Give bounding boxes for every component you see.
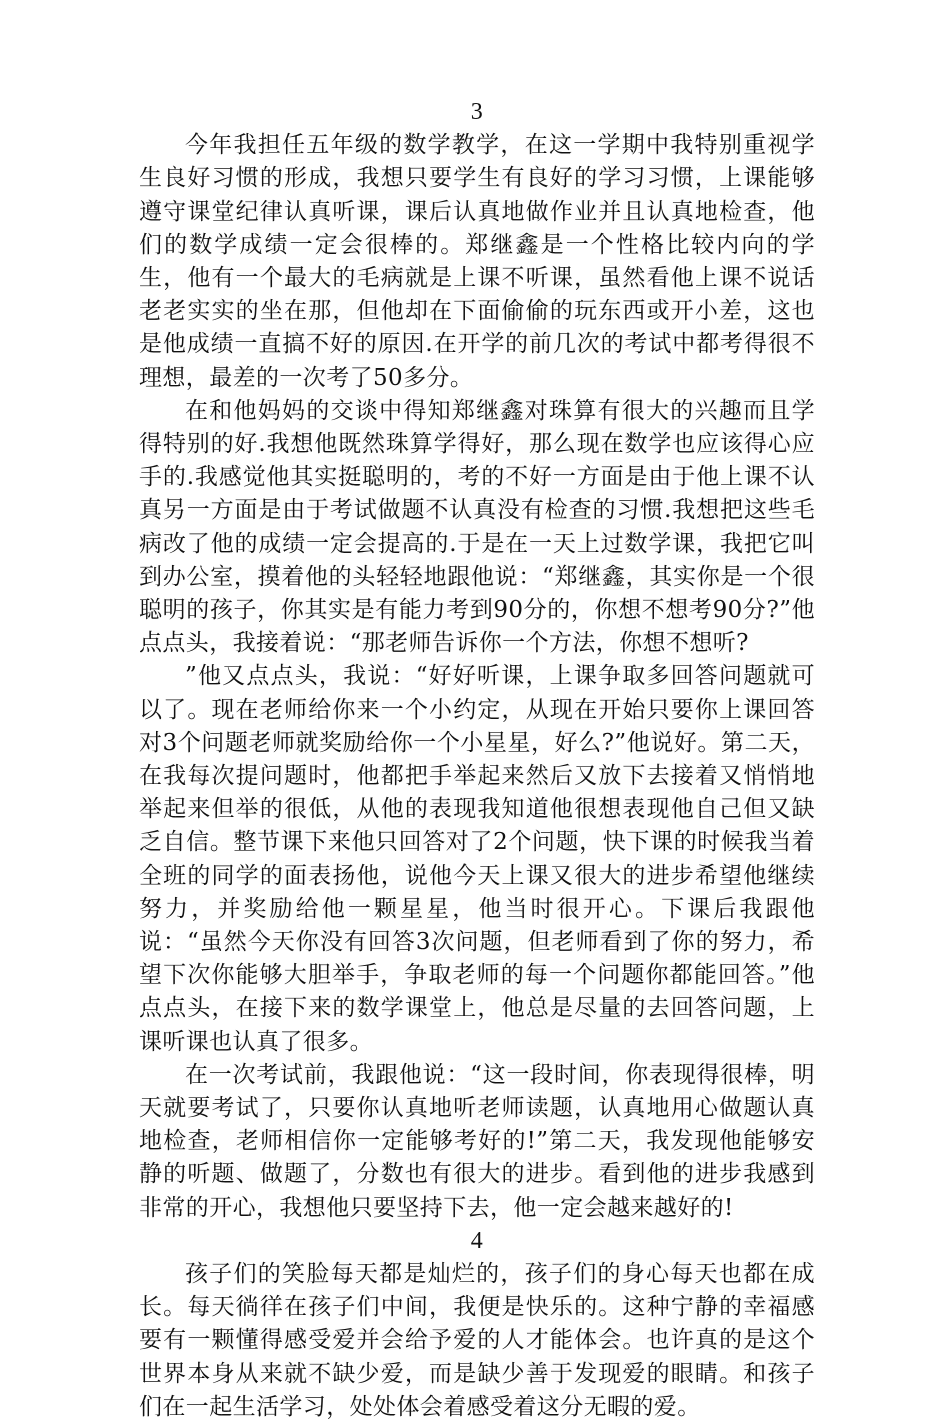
paragraph: 今年我担任五年级的数学教学，在这一学期中我特别重视学生良好习惯的形成，我想只要学生有良好的学习习惯，上课能够遵守课堂纪律认真听课，课后认真地做作业并且认真地检查，他们的数学成绩一定会很棒的。郑继鑫是一个性格比较内向的学生，他有一个最大的毛病就是上课不听课，虽然看他上课不说话老老实实的坐在那，但他却在下面偷偷的玩东西或开小差，这也是他成绩一直搞不好的原因.在开学的前几次的考试中都考得很不理想，最差的一次考了50多分。 [139, 132, 815, 391]
paragraph: 在和他妈妈的交谈中得知郑继鑫对珠算有很大的兴趣而且学得特别的好.我想他既然珠算学得好，那么现在数学也应该得心应手的.我感觉他其实挺聪明的，考的不好一方面是由于他上课不认真另一方面是由于考试做题不认真没有检查的习惯.我想把这些毛病改了他的成绩一定会提高的.于是在一天上过数学课，我把它叫到办公室，摸着他的头轻轻地跟他说：“郑继鑫，其实你是一个很聪明的孩子，你其实是有能力考到90分的，你想不想考90分?”他点点头，我接着说：“那老师告诉你一个方法，你想不想听? [139, 397, 815, 657]
section-number: 4 [470, 1227, 484, 1254]
paragraph: ”他又点点头，我说：“好好听课，上课争取多回答问题就可以了。现在老师给你来一个小约定，从现在开始只要你上课回答对3个问题老师就奖励给你一个小星星，好么?”他说好。第二天，在我每次提问题时，他都把手举起来然后又放下去接着又悄悄地举起来但举的很低，从他的表现我知道他很想表现他自己但又缺乏自信。整节课下来他只回答对了2个问题，快下课的时候我当着全班的同学的面表扬他，说他今天上课又很大的进步希望他继续努力，并奖励给他一颗星星，他当时很开心。下课后我跟他说：“虽然今天你没有回答3次问题，但老师看到了你的努力，希望下次你能够大胆举手，争取老师的每一个问题你都能回答。”他点点头，在接下来的数学课堂上，他总是尽量的去回答问题，上课听课也认真了很多。 [139, 663, 815, 1055]
paragraph: 孩子们的笑脸每天都是灿烂的，孩子们的身心每天也都在成长。每天徜徉在孩子们中间，我便是快乐的。这种宁静的幸福感要有一颗懂得感受爱并会给予爱的人才能体会。也许真的是这个世界本身从来就不缺少爱，而是缺少善于发现爱的眼睛。和孩子们在一起生活学习，处处体会着感受着这分无暇的爱。 [139, 1261, 815, 1420]
paragraph: 在一次考试前，我跟他说：“这一段时间，你表现得很棒，明天就要考试了，只要你认真地听老师读题，认真地用心做题认真地检查，老师相信你一定能够考好的!”第二天，我发现他能够安静的听题、做题了，分数也有很大的进步。看到他的进步我感到非常的开心，我想他只要坚持下去，他一定会越来越好的! [139, 1061, 815, 1221]
document-body [139, 96, 815, 1424]
section-number: 3 [470, 99, 484, 125]
